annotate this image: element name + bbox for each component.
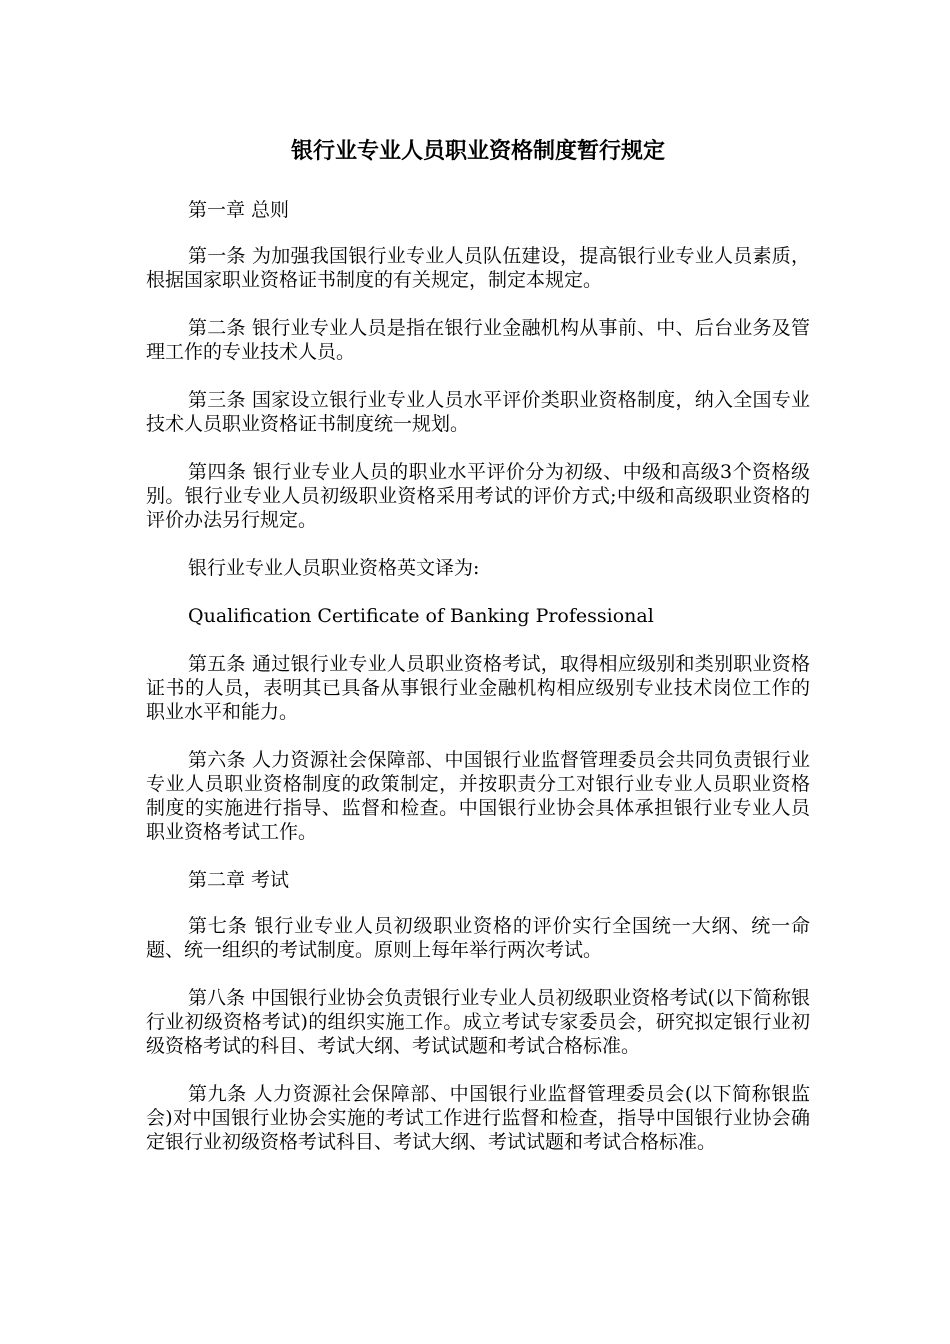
chapter-heading: 第二章 考试 — [188, 869, 290, 891]
chapter-heading: 第一章 总则 — [188, 199, 290, 221]
article-paragraph: 第一条 为加强我国银行业专业人员队伍建设，提高银行业专业人员素质，根据国家职业资格证书制度的有关规定，制定本规定。 — [146, 245, 810, 291]
article-paragraph: 第六条 人力资源社会保障部、中国银行业监督管理委员会共同负责银行业专业人员职业资格制度的政策制定，并按职责分工对银行业专业人员职业资格制度的实施进行指导、监督和检查。中国银行业协会具体承担银行业专业人员职业资格考试工作。 — [146, 749, 810, 843]
body-paragraph: 银行业专业人员职业资格英文译为: — [188, 557, 480, 579]
article-paragraph: 第八条 中国银行业协会负责银行业专业人员初级职业资格考试(以下简称银行业初级资格考试)的组织实施工作。成立考试专家委员会，研究拟定银行业初级资格考试的科目、考试大纲、考试试题和考试合格标准。 — [146, 987, 810, 1057]
article-paragraph: 第七条 银行业专业人员初级职业资格的评价实行全国统一大纲、统一命题、统一组织的考试制度。原则上每年举行两次考试。 — [146, 915, 810, 961]
article-paragraph: 第三条 国家设立银行业专业人员水平评价类职业资格制度，纳入全国专业技术人员职业资格证书制度统一规划。 — [146, 389, 810, 435]
article-paragraph: 第五条 通过银行业专业人员职业资格考试，取得相应级别和类别职业资格证书的人员，表明其已具备从事银行业金融机构相应级别专业技术岗位工作的职业水平和能力。 — [146, 653, 810, 723]
document-title: 银行业专业人员职业资格制度暂行规定 — [290, 138, 665, 164]
document-page — [146, 136, 810, 1178]
article-paragraph: 第九条 人力资源社会保障部、中国银行业监督管理委员会(以下简称银监会)对中国银行业协会实施的考试工作进行监督和检查，指导中国银行业协会确定银行业初级资格考试科目、考试大纲、考试试题和考试合格标准。 — [146, 1083, 810, 1153]
article-paragraph: 第四条 银行业专业人员的职业水平评价分为初级、中级和高级3个资格级别。银行业专业人员初级职业资格采用考试的评价方式;中级和高级职业资格的评价办法另行规定。 — [146, 461, 810, 531]
article-paragraph: 第二条 银行业专业人员是指在银行业金融机构从事前、中、后台业务及管理工作的专业技术人员。 — [146, 317, 810, 363]
english-name-paragraph: Qualification Certificate of Banking Professional — [188, 605, 654, 627]
